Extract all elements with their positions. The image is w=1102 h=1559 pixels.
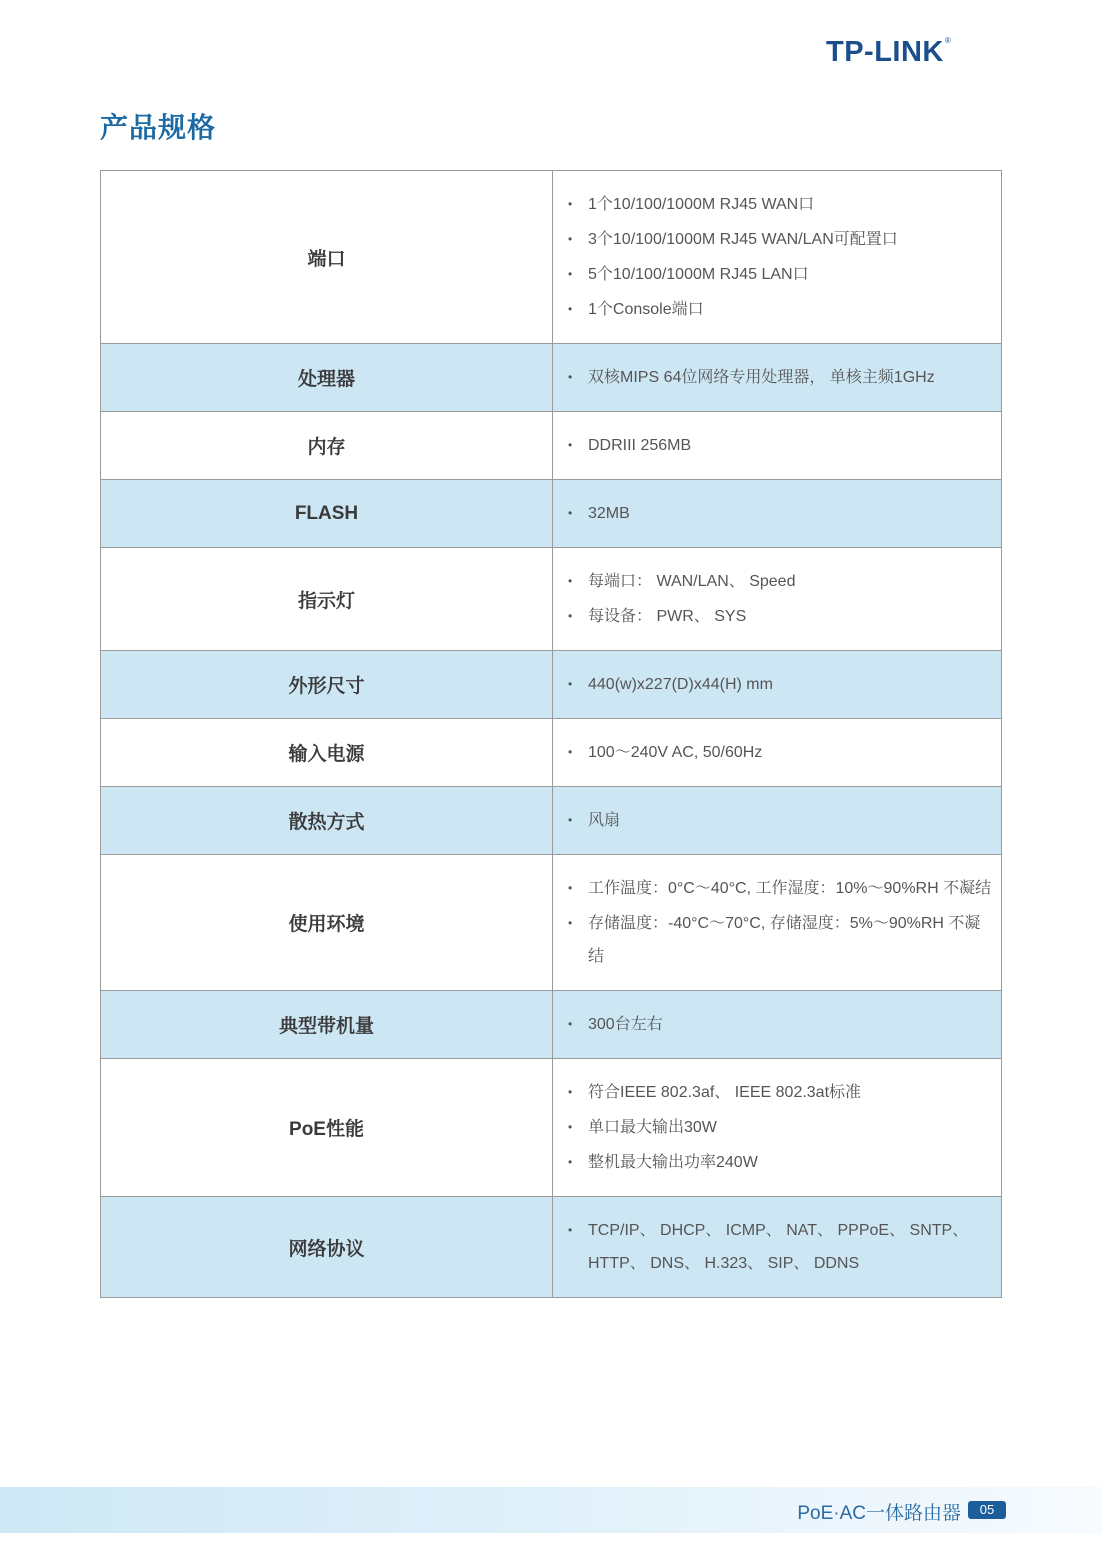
spec-row [101,787,1002,855]
spec-value [553,991,1002,1059]
spec-value-item: • 符合IEEE 802.3af、 IEEE 802.3at标准 [567,1076,995,1109]
footer-product-name: PoE·AC一体路由器 [797,1503,961,1524]
spec-value-list [567,361,995,394]
spec-value [553,548,1002,651]
spec-row [101,1059,1002,1197]
spec-value-item: • DDRIII 256MB [567,429,995,462]
spec-label: 外形尺寸 [101,651,553,719]
spec-value [553,855,1002,991]
spec-value-item: • 1个Console端口 [567,293,995,326]
spec-row [101,855,1002,991]
spec-value-item: • 3个10/100/1000M RJ45 WAN/LAN可配置口 [567,223,995,256]
spec-value [553,1059,1002,1197]
spec-value-item: • 双核MIPS 64位网络专用处理器， 单核主频1GHz [567,361,995,394]
spec-value-list [567,429,995,462]
spec-label: FLASH [101,480,553,548]
spec-value-item: • 100～240V AC, 50/60Hz [567,736,995,769]
spec-value-item: • 单口最大输出30W [567,1111,995,1144]
spec-value [553,480,1002,548]
spec-value [553,787,1002,855]
spec-value-item: • 每端口： WAN/LAN、 Speed [567,565,995,598]
spec-value-item: • 整机最大输出功率240W [567,1146,995,1179]
spec-value-item: • 1个10/100/1000M RJ45 WAN口 [567,188,995,221]
spec-value-item: • 每设备： PWR、 SYS [567,600,995,633]
spec-row [101,480,1002,548]
spec-table [100,170,1002,1298]
spec-value-item: • 32MB [567,497,995,530]
spec-label: 使用环境 [101,855,553,991]
spec-value-item: • 存储温度：-40°C～70°C, 存储湿度：5%～90%RH 不凝结 [567,907,995,973]
spec-label: 内存 [101,412,553,480]
spec-label: PoE性能 [101,1059,553,1197]
spec-value-list [567,188,995,326]
spec-label: 典型带机量 [101,991,553,1059]
spec-value [553,651,1002,719]
spec-value-list [567,668,995,701]
spec-value-item: • 300台左右 [567,1008,995,1041]
spec-label: 输入电源 [101,719,553,787]
spec-row [101,991,1002,1059]
spec-value [553,719,1002,787]
spec-row [101,171,1002,344]
spec-value-list [567,736,995,769]
spec-value-list [567,1008,995,1041]
spec-value-item: • TCP/IP、 DHCP、 ICMP、 NAT、 PPPoE、 SNTP、 HTTP、 DNS、 H.323、 SIP、 DDNS [567,1214,995,1280]
spec-label: 端口 [101,171,553,344]
spec-row [101,344,1002,412]
spec-row [101,651,1002,719]
page-number: 05 [968,1501,1006,1519]
spec-value [553,344,1002,412]
spec-value [553,412,1002,480]
spec-label: 网络协议 [101,1197,553,1298]
spec-value-list [567,565,995,633]
spec-value-list [567,1076,995,1179]
spec-value-item: • 风扇 [567,804,995,837]
spec-value-list [567,1214,995,1280]
spec-row [101,412,1002,480]
spec-label: 指示灯 [101,548,553,651]
spec-value-item: • 工作温度：0°C～40°C, 工作湿度：10%～90%RH 不凝结 [567,872,995,905]
spec-value [553,1197,1002,1298]
spec-value-item: • 440(w)x227(D)x44(H) mm [567,668,995,701]
spec-value-list [567,497,995,530]
spec-row [101,719,1002,787]
spec-value-list [567,872,995,973]
spec-value-item: • 5个10/100/1000M RJ45 LAN口 [567,258,995,291]
tp-link-logo: TP-LINK® [826,36,952,68]
spec-value-list [567,804,995,837]
spec-row [101,548,1002,651]
spec-value [553,171,1002,344]
spec-label: 处理器 [101,344,553,412]
spec-row [101,1197,1002,1298]
page-title: 产品规格 [100,112,217,143]
spec-label: 散热方式 [101,787,553,855]
